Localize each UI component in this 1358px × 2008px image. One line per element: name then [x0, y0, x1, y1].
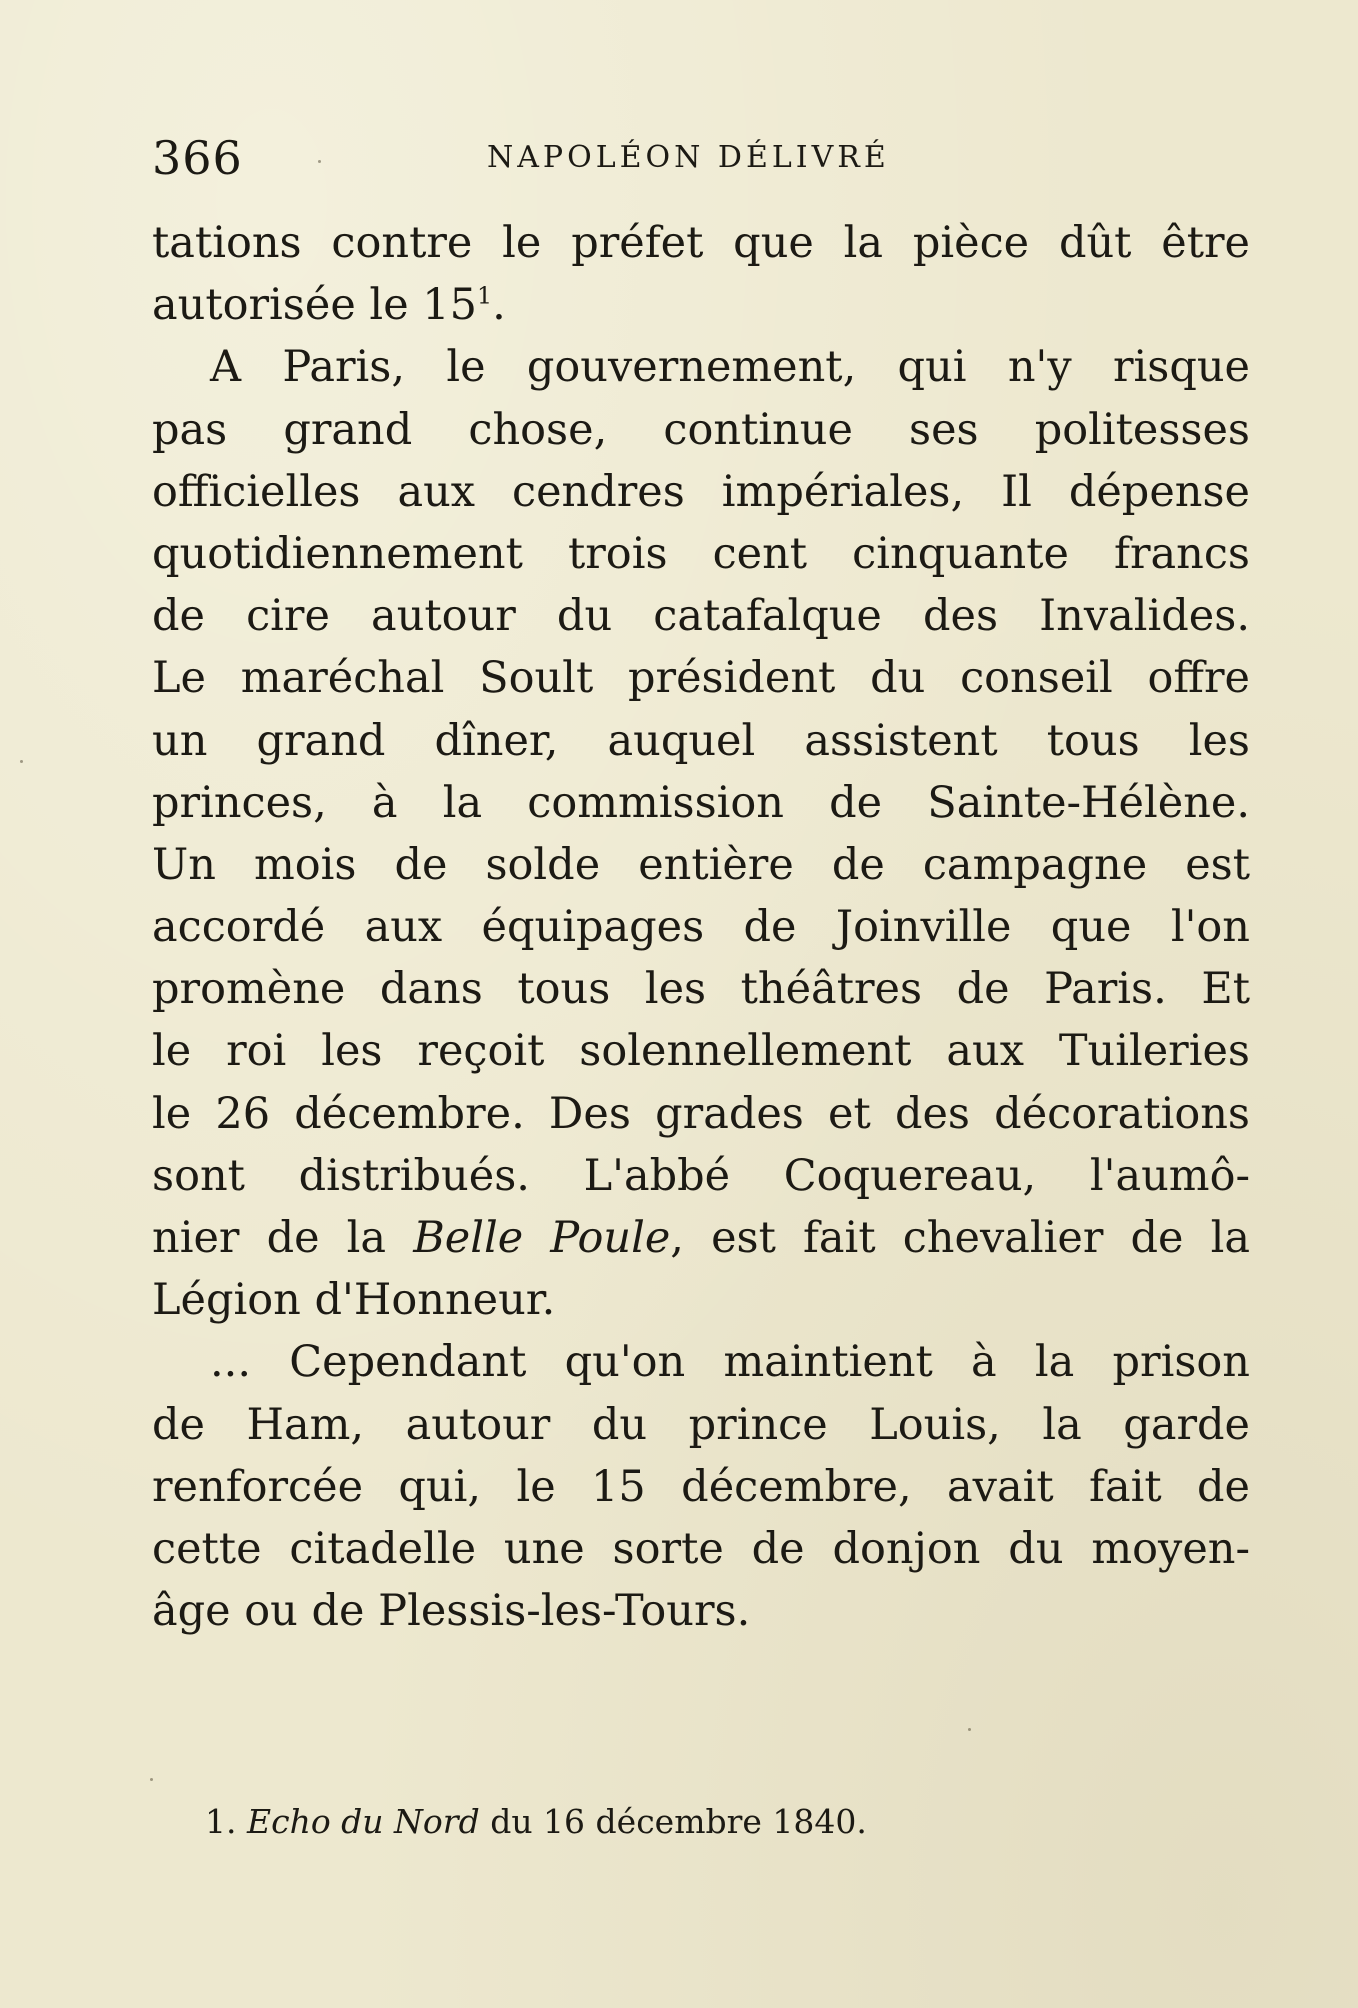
text-segment: , est fait chevalier de la: [670, 1213, 1250, 1263]
footnote-text: du 16 décembre 1840.: [479, 1802, 867, 1841]
text-line: officielles aux cendres impériales, Il dépense: [152, 466, 1250, 517]
page-number: 366: [152, 131, 243, 185]
running-title: NAPOLÉON DÉLIVRÉ: [487, 140, 890, 175]
text-line: promène dans tous les théâtres de Paris. Et: [152, 964, 1250, 1015]
text-line: Le maréchal Soult président du conseil offre: [152, 653, 1250, 704]
text-line: le 26 décembre. Des grades et des décorations: [152, 1088, 1250, 1139]
footnote-source: Echo du Nord: [247, 1802, 480, 1841]
text-line: A Paris, le gouvernement, qui n'y risque: [210, 342, 1250, 393]
text-line: pas grand chose, continue ses politesses: [152, 404, 1250, 455]
text-line: Légion d'Honneur.: [152, 1275, 556, 1326]
footnote-number: 1.: [205, 1802, 237, 1841]
text-line: renforcée qui, le 15 décembre, avait fait de: [152, 1461, 1250, 1512]
paper-speck: [968, 1728, 971, 1731]
paper-speck: [20, 760, 23, 763]
paper-speck: [318, 160, 321, 163]
text-line: [152, 1207, 1250, 1269]
text-line: de Ham, autour du prince Louis, la garde: [152, 1399, 1250, 1450]
text-line: accordé aux équipages de Joinville que l'on: [152, 902, 1250, 953]
text-line: cette citadelle une sorte de donjon du moyen-: [152, 1523, 1250, 1574]
text-line-end: .: [492, 280, 506, 331]
text-line: ... Cependant qu'on maintient à la prison: [210, 1337, 1250, 1388]
text-line: âge ou de Plessis-les-Tours.: [152, 1586, 751, 1637]
text-line: le roi les reçoit solennellement aux Tuileries: [152, 1026, 1250, 1077]
text-line: Un mois de solde entière de campagne est: [152, 839, 1250, 890]
text-line: un grand dîner, auquel assistent tous les: [152, 715, 1250, 766]
footnote-reference: 1: [477, 281, 493, 310]
text-line: princes, à la commission de Sainte-Hélène.: [152, 777, 1250, 828]
text-line: sont distribués. L'abbé Coquereau, l'aumô-: [152, 1150, 1250, 1201]
text-line: tations contre le préfet que la pièce dût être: [152, 218, 1250, 268]
paper-speck: [150, 1778, 153, 1781]
text-line: [152, 274, 1250, 336]
ship-name: Belle Poule: [413, 1213, 671, 1263]
running-head: [152, 128, 1250, 188]
text-line: quotidiennement trois cent cinquante francs: [152, 528, 1250, 579]
text-line: de cire autour du catafalque des Invalides.: [152, 591, 1250, 642]
body-text: [152, 212, 1250, 1642]
text-segment: nier de la: [152, 1213, 414, 1263]
text-line-content: autorisée le 15: [152, 280, 478, 331]
footnote: [205, 1798, 1105, 1846]
